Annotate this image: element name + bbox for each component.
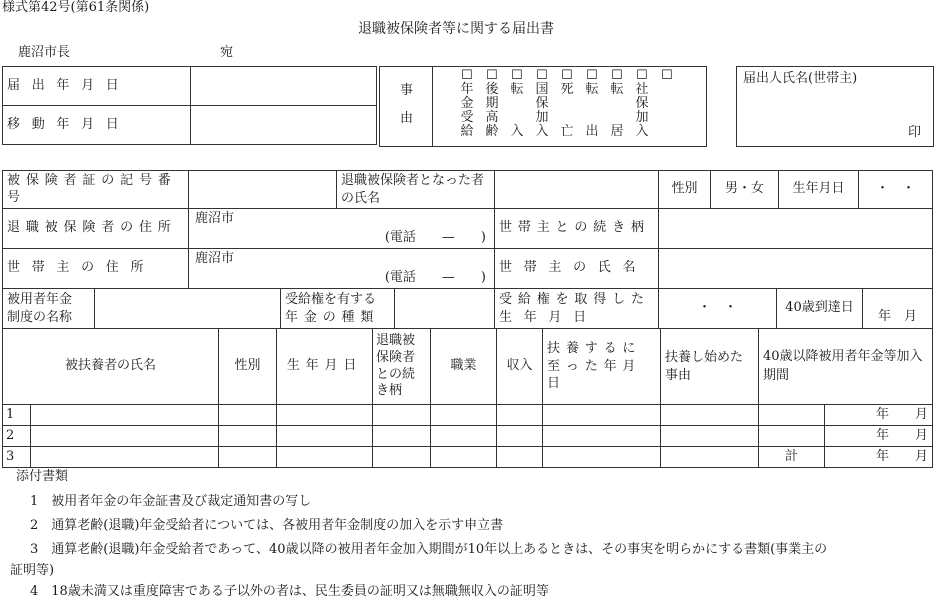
dob-field[interactable]: ・ ・: [859, 171, 933, 209]
reason-option-char: 出: [585, 124, 599, 139]
dep-reason-field[interactable]: [661, 405, 759, 426]
dep-row-number: 3: [3, 447, 31, 468]
reason-option-elderly[interactable]: [485, 69, 499, 139]
dep-reason-field[interactable]: [661, 447, 759, 468]
reason-option-char: 国: [535, 82, 549, 97]
dependents-table: [2, 328, 933, 468]
dep-period-field[interactable]: 年 月: [825, 405, 933, 426]
sex-field[interactable]: 男・女: [711, 171, 779, 209]
table-row: [3, 426, 933, 447]
reason-box: [379, 66, 707, 147]
dep-job-field[interactable]: [431, 405, 497, 426]
reason-option-nhi_join[interactable]: [535, 69, 549, 139]
dep-period-total-cell: [759, 426, 825, 447]
dep-period-field[interactable]: 年 月: [825, 426, 933, 447]
reason-option-char: 入: [535, 124, 549, 139]
dep-relation-field[interactable]: [373, 405, 431, 426]
dep-dob-field[interactable]: [277, 447, 373, 468]
head-address-field[interactable]: [189, 249, 495, 289]
dep-header-name: 被扶養者の氏名: [3, 329, 219, 405]
insurance-number-field[interactable]: [189, 171, 337, 209]
checkbox-icon[interactable]: ☐: [511, 68, 523, 83]
reason-option-char: 金: [460, 96, 474, 111]
dep-sex-field[interactable]: [219, 405, 277, 426]
head-address-city: 鹿沼市: [195, 251, 235, 266]
dep-relation-field[interactable]: [373, 447, 431, 468]
reason-option-char: 年: [460, 82, 474, 97]
reason-option-char: 転: [585, 82, 599, 97]
dep-header-relation: 退職被保険者との続き柄: [373, 329, 431, 405]
checkbox-icon[interactable]: ☐: [586, 68, 598, 83]
checkbox-icon[interactable]: ☐: [661, 68, 673, 83]
pension-system-field[interactable]: [95, 289, 281, 329]
dep-header-reason: 扶養し始めた事由: [661, 329, 759, 405]
dep-reason-field[interactable]: [661, 426, 759, 447]
form-number: 様式第42号(第61条関係): [2, 0, 150, 15]
head-address-label: 世帯主の住所: [3, 249, 189, 289]
checkbox-icon[interactable]: ☐: [461, 68, 473, 83]
reason-option-extra[interactable]: [660, 69, 674, 83]
retired-address-phone: (電話 — ): [384, 230, 486, 245]
reason-option-death[interactable]: [560, 69, 574, 139]
checkbox-icon[interactable]: ☐: [561, 68, 573, 83]
seal-mark: 印: [907, 125, 921, 140]
reason-label-1: 事: [400, 83, 414, 98]
pension-table: [2, 288, 933, 329]
relation-label: 世帯主との続き柄: [495, 209, 659, 249]
reason-option-char: 入: [510, 124, 524, 139]
retired-name-label: 退職被保険者となった者の氏名: [337, 171, 495, 209]
reason-options: [460, 69, 700, 145]
dep-dob-field[interactable]: [277, 426, 373, 447]
retired-address-field[interactable]: [189, 209, 495, 249]
checkbox-icon[interactable]: ☐: [536, 68, 548, 83]
address-table: [2, 208, 933, 289]
insurance-number-label: 被保険者証の記号番号: [3, 171, 189, 209]
retired-name-field[interactable]: [495, 171, 659, 209]
checkbox-icon[interactable]: ☐: [636, 68, 648, 83]
head-address-phone: (電話 — ): [384, 270, 486, 285]
dep-row-number: 2: [3, 426, 31, 447]
applicant-box[interactable]: [736, 66, 934, 147]
reason-option-char: 転: [510, 82, 524, 97]
dep-sex-field[interactable]: [219, 447, 277, 468]
dep-dob-field[interactable]: [277, 405, 373, 426]
dep-income-field[interactable]: [497, 405, 543, 426]
top-dates-table: [2, 66, 377, 145]
dep-header-job: 職業: [431, 329, 497, 405]
reason-option-char: 高: [485, 110, 499, 125]
relation-field[interactable]: [659, 209, 933, 249]
retired-address-label: 退職被保険者の住所: [3, 209, 189, 249]
reason-option-char: 給: [460, 124, 474, 139]
checkbox-icon[interactable]: ☐: [486, 68, 498, 83]
reason-option-transfer_out[interactable]: [585, 69, 599, 139]
table-row: [3, 447, 933, 468]
dep-header-dob: 生年月日: [277, 329, 373, 405]
notification-date-field[interactable]: [191, 67, 377, 106]
dep-job-field[interactable]: [431, 426, 497, 447]
dep-relation-field[interactable]: [373, 426, 431, 447]
reason-option-pension[interactable]: [460, 69, 474, 139]
attachments-title: 添付書類: [16, 469, 69, 484]
dep-name-field[interactable]: [31, 426, 219, 447]
main-info-table: [2, 170, 933, 209]
dep-header-income: 収入: [497, 329, 543, 405]
notification-date-label: 届出年月日: [3, 67, 191, 106]
dep-name-field[interactable]: [31, 405, 219, 426]
age40-field[interactable]: 年 月: [863, 289, 933, 329]
reason-option-char: 亡: [560, 124, 574, 139]
reason-option-char: 期: [485, 96, 499, 111]
dep-name-field[interactable]: [31, 447, 219, 468]
move-date-label: 移動年月日: [3, 106, 191, 145]
reason-option-transfer_in[interactable]: [510, 69, 524, 139]
reason-option-char: 保: [635, 96, 649, 111]
dob-label: 生年月日: [779, 171, 859, 209]
reason-label-2: 由: [400, 111, 414, 126]
reason-label-cell: [380, 67, 433, 146]
dep-period-total-field[interactable]: 年 月: [825, 447, 933, 468]
reason-option-char: 齢: [485, 124, 499, 139]
attachment-item-3: 3 通算老齢(退職)年金受給者であって、40歳以降の被用者年金加入期間が10年以上あるときは、その事実を明らかにする書類(事業主の: [30, 542, 828, 557]
dep-sex-field[interactable]: [219, 426, 277, 447]
attachment-item-1: 1 被用者年金の年金証書及び裁定通知書の写し: [30, 494, 312, 509]
dep-header-dep-date: 扶養するに至った年月日: [543, 329, 661, 405]
sex-label: 性別: [659, 171, 711, 209]
table-row: [3, 405, 933, 426]
move-date-field[interactable]: [191, 106, 377, 145]
attachment-item-4: 4 18歳未満又は重度障害である子以外の者は、民生委員の証明又は無職無収入の証明等: [30, 584, 549, 599]
dep-income-field[interactable]: [497, 447, 543, 468]
age40-label: 40歳到達日: [777, 289, 863, 329]
head-name-field[interactable]: [659, 249, 933, 289]
reason-option-social_ins[interactable]: [635, 69, 649, 139]
dep-period-total-cell: [759, 405, 825, 426]
acquired-date-label: 受給権を取得した 生年月日: [495, 289, 659, 329]
dep-date-field[interactable]: [543, 426, 661, 447]
reason-option-char: 転: [610, 82, 624, 97]
addressee-mayor: 鹿沼市長: [18, 45, 71, 60]
acquired-date-field[interactable]: ・ ・: [659, 289, 777, 329]
dep-header-period: 40歳以降被用者年金等加入期間: [759, 329, 933, 405]
dep-job-field[interactable]: [431, 447, 497, 468]
reason-option-char: 入: [635, 124, 649, 139]
reason-option-char: 死: [560, 82, 574, 97]
reason-option-char: 加: [535, 110, 549, 125]
pension-type-label: 受給権を有する 年金の種類: [281, 289, 395, 329]
reason-option-char: 後: [485, 82, 499, 97]
applicant-label: 届出人氏名(世帯主): [743, 71, 858, 86]
dep-period-total-label: 計: [759, 447, 825, 468]
form-title: 退職被保険者等に関する届出書: [358, 21, 554, 37]
attachment-item-3-cont: 証明等): [10, 563, 55, 578]
reason-option-char: 加: [635, 110, 649, 125]
checkbox-icon[interactable]: ☐: [611, 68, 623, 83]
dep-date-field[interactable]: [543, 405, 661, 426]
reason-option-transfer_res[interactable]: [610, 69, 624, 139]
dep-date-field[interactable]: [543, 447, 661, 468]
dep-row-number: 1: [3, 405, 31, 426]
attachment-item-2: 2 通算老齢(退職)年金受給者については、各被用者年金制度の加入を示す申立書: [30, 518, 504, 533]
head-name-label: 世帯主の氏名: [495, 249, 659, 289]
reason-option-char: 保: [535, 96, 549, 111]
reason-option-char: 受: [460, 110, 474, 125]
addressee-to: 宛: [220, 45, 234, 60]
dep-header-sex: 性別: [219, 329, 277, 405]
pension-type-field[interactable]: [395, 289, 495, 329]
pension-system-label: 被用者年金 制度の名称: [3, 289, 95, 329]
dep-income-field[interactable]: [497, 426, 543, 447]
retired-address-city: 鹿沼市: [195, 211, 235, 226]
reason-option-char: 社: [635, 82, 649, 97]
reason-option-char: 居: [610, 124, 624, 139]
